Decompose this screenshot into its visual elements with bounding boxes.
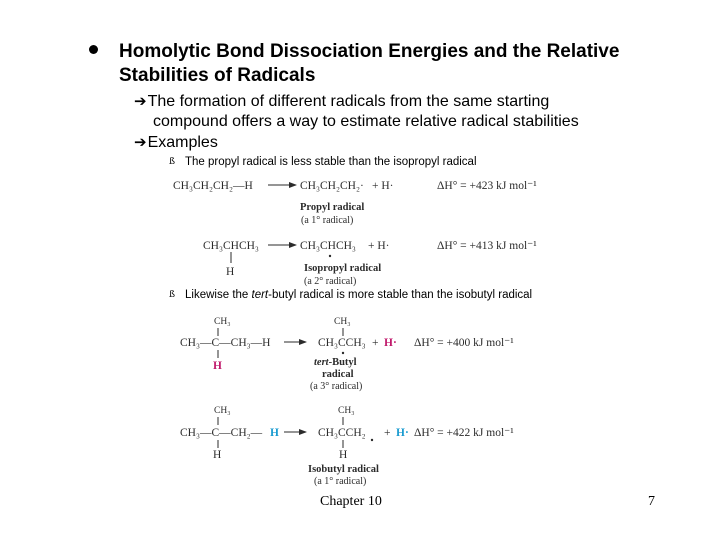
rxn2-name: Isopropyl radical	[304, 263, 382, 274]
rxn2-reactant-h: H	[226, 266, 235, 278]
rxn3-class: (a 3° radical)	[310, 381, 363, 392]
sub-point-2-text: Examples	[147, 134, 218, 151]
rxn3-plus: +	[372, 337, 379, 349]
rxn2-product: CH₃CHCH₃	[300, 240, 356, 252]
rxn1-plus-h: + H·	[372, 180, 394, 192]
rxn1-delta-h: ΔH° = +423 kJ mol⁻¹	[437, 180, 537, 192]
pointer-bullet-icon: ß	[169, 290, 176, 300]
rxn3-abstracted-h: H	[213, 360, 222, 372]
footer-chapter: Chapter 10	[320, 494, 382, 509]
rxn4-reactant: CH₃—C—CH₂—	[180, 427, 263, 439]
rxn1-class: (a 1° radical)	[301, 215, 354, 226]
sub-point-1-line-2: compound offers a way to estimate relative radical stabilities	[153, 113, 579, 130]
rxn3-name	[314, 357, 357, 368]
reaction-isopropyl	[203, 240, 537, 287]
rxn4-h-radical: H·	[396, 427, 409, 439]
sub-point-1-line-1: The formation of different radicals from the same starting	[147, 93, 550, 110]
rxn4-abstracted-h: H	[270, 427, 279, 439]
rxn4-product: CH₃CCH₂	[318, 427, 366, 439]
rxn4-product-bottom-h: H	[339, 449, 348, 461]
rxn1-name: Propyl radical	[300, 202, 365, 213]
rxn3-h-radical: H·	[384, 337, 397, 349]
rxn3-name-line2: radical	[322, 369, 354, 380]
rxn2-plus-h: + H·	[368, 240, 390, 252]
arrow-bullet-icon: ➔	[134, 134, 147, 151]
rxn4-radical-dot-icon	[371, 439, 373, 441]
example-1-text: The propyl radical is less stable than the isopropyl radical	[185, 156, 477, 168]
example-2-text-em: tert	[251, 289, 269, 301]
rxn2-radical-dot-icon	[329, 255, 331, 257]
rxn4-bottom-h: H	[213, 449, 222, 461]
title-line-1: Homolytic Bond Dissociation Energies and the Relative	[119, 41, 620, 62]
reaction-isobutyl	[180, 406, 514, 487]
rxn2-class: (a 2° radical)	[304, 276, 357, 287]
rxn3-delta-h: ΔH° = +400 kJ mol⁻¹	[414, 337, 514, 349]
rxn3-product-top-ch3: CH₃	[334, 317, 351, 327]
rxn3-name-rest: -Butyl	[328, 357, 357, 368]
rxn3-name-em: tert	[314, 357, 329, 368]
reaction-tert-butyl	[180, 317, 514, 392]
rxn2-reactant: CH₃CHCH₃	[203, 240, 259, 252]
rxn1-product: CH₃CH₂CH₂·	[300, 180, 364, 192]
rxn4-product-top-ch3: CH₃	[338, 406, 355, 416]
rxn4-plus: +	[384, 427, 391, 439]
rxn4-name: Isobutyl radical	[308, 464, 379, 475]
example-2-text-post: -butyl radical is more stable than the isobutyl radical	[268, 289, 533, 301]
pointer-bullet-icon: ß	[169, 157, 176, 167]
rxn1-reactant: CH₃CH₂CH₂—H	[173, 180, 253, 192]
arrow-bullet-icon: ➔	[134, 93, 147, 110]
page-number: 7	[648, 494, 655, 509]
rxn2-delta-h: ΔH° = +413 kJ mol⁻¹	[437, 240, 537, 252]
rxn4-class: (a 1° radical)	[314, 476, 367, 487]
example-2-text-pre: Likewise the	[185, 289, 252, 301]
rxn3-reactant: CH₃—C—CH₃—H	[180, 337, 271, 349]
reaction-propyl	[173, 180, 537, 226]
rxn4-delta-h: ΔH° = +422 kJ mol⁻¹	[414, 427, 514, 439]
title-line-2: Stabilities of Radicals	[119, 65, 316, 86]
rxn3-radical-dot-icon	[342, 352, 344, 354]
rxn3-top-ch3: CH₃	[214, 317, 231, 327]
rxn4-top-ch3: CH₃	[214, 406, 231, 416]
rxn3-product: CH₃CCH₃	[318, 337, 366, 349]
